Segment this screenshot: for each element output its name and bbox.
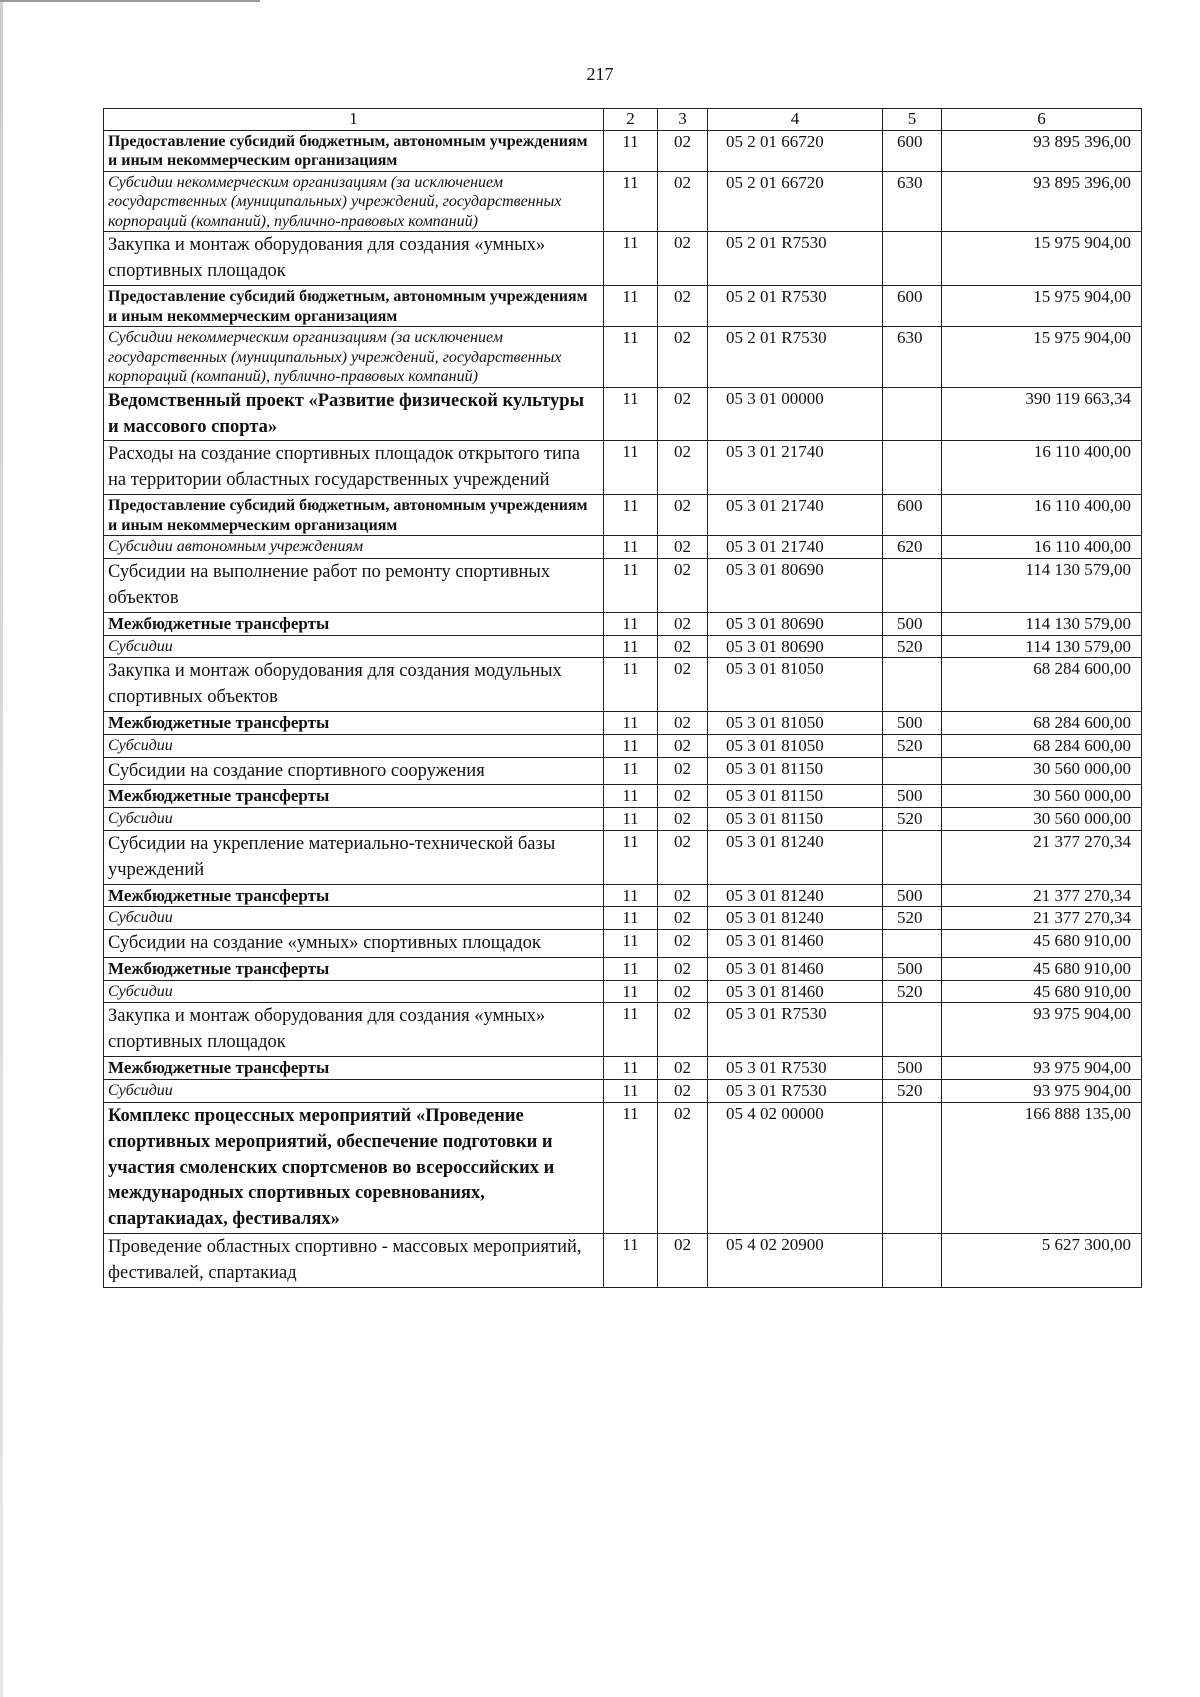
cell-target-article: 05 3 01 21740 [708, 536, 883, 559]
cell-target-article: 05 3 01 81460 [708, 980, 883, 1003]
cell-name: Субсидии некоммерческим организациям (за исключением государственных (муниципальных) учреждений, государственных корпораций (компаний), публично-правовых компаний) [104, 327, 604, 388]
table-row [104, 785, 1142, 808]
cell-subsection: 02 [658, 830, 708, 884]
cell-subsection: 02 [658, 958, 708, 981]
cell-subsection: 02 [658, 171, 708, 232]
cell-name: Субсидии автономным учреждениям [104, 536, 604, 559]
cell-target-article: 05 4 02 00000 [708, 1102, 883, 1233]
header-col-4: 4 [708, 109, 883, 131]
cell-amount: 16 110 400,00 [942, 536, 1142, 559]
cell-amount: 93 895 396,00 [942, 130, 1142, 171]
cell-section: 11 [604, 130, 658, 171]
cell-section: 11 [604, 1079, 658, 1102]
table-row [104, 536, 1142, 559]
cell-expense-type: 500 [883, 884, 942, 907]
cell-target-article: 05 3 01 81050 [708, 734, 883, 757]
cell-target-article: 05 3 01 00000 [708, 387, 883, 441]
cell-name: Субсидии [104, 635, 604, 658]
cell-subsection: 02 [658, 635, 708, 658]
cell-amount: 68 284 600,00 [942, 734, 1142, 757]
scan-edge-top [0, 0, 260, 2]
cell-target-article: 05 3 01 80690 [708, 612, 883, 635]
cell-target-article: 05 4 02 20900 [708, 1234, 883, 1288]
cell-target-article: 05 3 01 81150 [708, 808, 883, 831]
cell-section: 11 [604, 907, 658, 930]
cell-subsection: 02 [658, 232, 708, 286]
cell-expense-type: 630 [883, 171, 942, 232]
cell-expense-type: 520 [883, 734, 942, 757]
cell-section: 11 [604, 536, 658, 559]
cell-target-article: 05 3 01 21740 [708, 495, 883, 536]
cell-section: 11 [604, 1003, 658, 1057]
cell-subsection: 02 [658, 387, 708, 441]
cell-name: Межбюджетные трансферты [104, 785, 604, 808]
cell-subsection: 02 [658, 757, 708, 785]
table-row [104, 930, 1142, 958]
cell-name: Предоставление субсидий бюджетным, автономным учреждениям и иным некоммерческим организациям [104, 130, 604, 171]
cell-expense-type: 520 [883, 635, 942, 658]
cell-amount: 390 119 663,34 [942, 387, 1142, 441]
cell-section: 11 [604, 757, 658, 785]
cell-target-article: 05 3 01 81050 [708, 658, 883, 712]
table-row [104, 658, 1142, 712]
cell-target-article: 05 2 01 66720 [708, 171, 883, 232]
cell-expense-type [883, 441, 942, 495]
cell-subsection: 02 [658, 1057, 708, 1080]
cell-expense-type: 520 [883, 808, 942, 831]
cell-name: Субсидии на укрепление материально-технической базы учреждений [104, 830, 604, 884]
cell-expense-type: 520 [883, 1079, 942, 1102]
header-col-2: 2 [604, 109, 658, 131]
cell-subsection: 02 [658, 785, 708, 808]
cell-expense-type [883, 757, 942, 785]
cell-target-article: 05 3 01 21740 [708, 441, 883, 495]
cell-amount: 114 130 579,00 [942, 559, 1142, 613]
cell-name: Расходы на создание спортивных площадок открытого типа на территории областных государственных учреждений [104, 441, 604, 495]
cell-name: Межбюджетные трансферты [104, 1057, 604, 1080]
table-row [104, 130, 1142, 171]
cell-section: 11 [604, 635, 658, 658]
cell-section: 11 [604, 286, 658, 327]
cell-amount: 30 560 000,00 [942, 757, 1142, 785]
cell-section: 11 [604, 712, 658, 735]
cell-subsection: 02 [658, 1079, 708, 1102]
cell-amount: 68 284 600,00 [942, 658, 1142, 712]
cell-expense-type: 600 [883, 286, 942, 327]
cell-subsection: 02 [658, 712, 708, 735]
cell-section: 11 [604, 785, 658, 808]
cell-amount: 93 975 904,00 [942, 1003, 1142, 1057]
cell-expense-type: 500 [883, 712, 942, 735]
table-row [104, 635, 1142, 658]
cell-target-article: 05 3 01 80690 [708, 635, 883, 658]
cell-section: 11 [604, 734, 658, 757]
cell-name: Предоставление субсидий бюджетным, автономным учреждениям и иным некоммерческим организациям [104, 286, 604, 327]
cell-name: Субсидии [104, 734, 604, 757]
cell-amount: 15 975 904,00 [942, 286, 1142, 327]
cell-amount: 16 110 400,00 [942, 495, 1142, 536]
table-row [104, 1079, 1142, 1102]
cell-subsection: 02 [658, 658, 708, 712]
cell-amount: 30 560 000,00 [942, 808, 1142, 831]
header-col-6: 6 [942, 109, 1142, 131]
cell-target-article: 05 3 01 81460 [708, 930, 883, 958]
table-row [104, 559, 1142, 613]
cell-section: 11 [604, 495, 658, 536]
header-col-5: 5 [883, 109, 942, 131]
cell-target-article: 05 3 01 R7530 [708, 1057, 883, 1080]
cell-subsection: 02 [658, 808, 708, 831]
cell-amount: 21 377 270,34 [942, 907, 1142, 930]
cell-expense-type [883, 930, 942, 958]
cell-section: 11 [604, 232, 658, 286]
cell-expense-type: 500 [883, 612, 942, 635]
header-col-3: 3 [658, 109, 708, 131]
cell-name: Межбюджетные трансферты [104, 712, 604, 735]
table-row [104, 712, 1142, 735]
cell-section: 11 [604, 884, 658, 907]
table-row [104, 171, 1142, 232]
scan-edge-left [0, 0, 3, 1697]
cell-name: Субсидии [104, 980, 604, 1003]
cell-name: Субсидии [104, 907, 604, 930]
cell-section: 11 [604, 559, 658, 613]
cell-expense-type: 500 [883, 958, 942, 981]
cell-subsection: 02 [658, 884, 708, 907]
page-number: 217 [586, 64, 614, 84]
table-row [104, 1102, 1142, 1233]
cell-target-article: 05 2 01 R7530 [708, 232, 883, 286]
cell-subsection: 02 [658, 734, 708, 757]
cell-amount: 68 284 600,00 [942, 712, 1142, 735]
cell-expense-type [883, 658, 942, 712]
cell-expense-type: 600 [883, 495, 942, 536]
cell-subsection: 02 [658, 441, 708, 495]
cell-amount: 93 895 396,00 [942, 171, 1142, 232]
table-row [104, 1003, 1142, 1057]
table-row [104, 830, 1142, 884]
cell-amount: 93 975 904,00 [942, 1057, 1142, 1080]
cell-amount: 15 975 904,00 [942, 232, 1142, 286]
cell-target-article: 05 3 01 R7530 [708, 1003, 883, 1057]
cell-amount: 114 130 579,00 [942, 612, 1142, 635]
cell-amount: 30 560 000,00 [942, 785, 1142, 808]
cell-expense-type: 620 [883, 536, 942, 559]
cell-section: 11 [604, 1234, 658, 1288]
cell-target-article: 05 3 01 81240 [708, 884, 883, 907]
cell-section: 11 [604, 958, 658, 981]
cell-amount: 16 110 400,00 [942, 441, 1142, 495]
cell-subsection: 02 [658, 612, 708, 635]
table-row [104, 884, 1142, 907]
cell-amount: 5 627 300,00 [942, 1234, 1142, 1288]
table-row [104, 1234, 1142, 1288]
cell-target-article: 05 2 01 R7530 [708, 286, 883, 327]
cell-section: 11 [604, 930, 658, 958]
cell-name: Субсидии [104, 808, 604, 831]
cell-section: 11 [604, 171, 658, 232]
cell-subsection: 02 [658, 1102, 708, 1233]
cell-subsection: 02 [658, 286, 708, 327]
cell-target-article: 05 3 01 80690 [708, 559, 883, 613]
cell-section: 11 [604, 1057, 658, 1080]
cell-name: Проведение областных спортивно - массовых мероприятий, фестивалей, спартакиад [104, 1234, 604, 1288]
cell-name: Субсидии [104, 1079, 604, 1102]
cell-subsection: 02 [658, 1234, 708, 1288]
cell-amount: 166 888 135,00 [942, 1102, 1142, 1233]
cell-target-article: 05 3 01 R7530 [708, 1079, 883, 1102]
cell-subsection: 02 [658, 559, 708, 613]
table-row [104, 441, 1142, 495]
cell-expense-type [883, 387, 942, 441]
cell-amount: 45 680 910,00 [942, 958, 1142, 981]
cell-name: Межбюджетные трансферты [104, 884, 604, 907]
cell-name: Комплекс процессных мероприятий «Проведение спортивных мероприятий, обеспечение подготовки и участия смоленских спортсменов во всероссийских и международных спортивных соревнованиях, спартакиадах, фестивалях» [104, 1102, 604, 1233]
cell-name: Закупка и монтаж оборудования для создания модульных спортивных объектов [104, 658, 604, 712]
table-row [104, 980, 1142, 1003]
table-row [104, 734, 1142, 757]
cell-target-article: 05 3 01 81150 [708, 757, 883, 785]
table-row [104, 327, 1142, 388]
cell-subsection: 02 [658, 930, 708, 958]
cell-name: Межбюджетные трансферты [104, 958, 604, 981]
cell-subsection: 02 [658, 130, 708, 171]
cell-expense-type [883, 1234, 942, 1288]
cell-section: 11 [604, 1102, 658, 1233]
cell-name: Субсидии на создание «умных» спортивных площадок [104, 930, 604, 958]
cell-name: Субсидии на создание спортивного сооружения [104, 757, 604, 785]
cell-target-article: 05 2 01 66720 [708, 130, 883, 171]
cell-subsection: 02 [658, 327, 708, 388]
table-row [104, 958, 1142, 981]
budget-table [103, 108, 1142, 1288]
cell-amount: 45 680 910,00 [942, 930, 1142, 958]
cell-expense-type: 600 [883, 130, 942, 171]
cell-expense-type: 520 [883, 980, 942, 1003]
cell-section: 11 [604, 327, 658, 388]
cell-target-article: 05 3 01 81150 [708, 785, 883, 808]
table-row [104, 907, 1142, 930]
cell-amount: 114 130 579,00 [942, 635, 1142, 658]
cell-section: 11 [604, 830, 658, 884]
cell-name: Межбюджетные трансферты [104, 612, 604, 635]
cell-expense-type [883, 1102, 942, 1233]
cell-name: Предоставление субсидий бюджетным, автономным учреждениям и иным некоммерческим организациям [104, 495, 604, 536]
cell-expense-type: 500 [883, 1057, 942, 1080]
cell-name: Закупка и монтаж оборудования для создания «умных» спортивных площадок [104, 232, 604, 286]
cell-subsection: 02 [658, 495, 708, 536]
table-body [104, 130, 1142, 1287]
cell-subsection: 02 [658, 536, 708, 559]
cell-amount: 93 975 904,00 [942, 1079, 1142, 1102]
header-row [104, 109, 1142, 131]
cell-expense-type [883, 559, 942, 613]
cell-expense-type [883, 232, 942, 286]
cell-section: 11 [604, 612, 658, 635]
cell-amount: 21 377 270,34 [942, 830, 1142, 884]
cell-section: 11 [604, 658, 658, 712]
table-row [104, 286, 1142, 327]
table-row [104, 1057, 1142, 1080]
cell-expense-type: 630 [883, 327, 942, 388]
table-row [104, 612, 1142, 635]
cell-target-article: 05 3 01 81460 [708, 958, 883, 981]
table-row [104, 232, 1142, 286]
cell-expense-type: 500 [883, 785, 942, 808]
table-row [104, 757, 1142, 785]
table-row [104, 495, 1142, 536]
cell-section: 11 [604, 387, 658, 441]
table-row [104, 808, 1142, 831]
cell-target-article: 05 3 01 81240 [708, 907, 883, 930]
cell-name: Ведомственный проект «Развитие физической культуры и массового спорта» [104, 387, 604, 441]
cell-expense-type [883, 1003, 942, 1057]
cell-section: 11 [604, 980, 658, 1003]
cell-subsection: 02 [658, 1003, 708, 1057]
cell-expense-type: 520 [883, 907, 942, 930]
cell-target-article: 05 2 01 R7530 [708, 327, 883, 388]
cell-subsection: 02 [658, 980, 708, 1003]
cell-amount: 21 377 270,34 [942, 884, 1142, 907]
cell-target-article: 05 3 01 81050 [708, 712, 883, 735]
cell-target-article: 05 3 01 81240 [708, 830, 883, 884]
cell-amount: 45 680 910,00 [942, 980, 1142, 1003]
header-col-1: 1 [104, 109, 604, 131]
cell-amount: 15 975 904,00 [942, 327, 1142, 388]
table-row [104, 387, 1142, 441]
cell-subsection: 02 [658, 907, 708, 930]
cell-name: Закупка и монтаж оборудования для создания «умных» спортивных площадок [104, 1003, 604, 1057]
cell-section: 11 [604, 808, 658, 831]
cell-name: Субсидии на выполнение работ по ремонту спортивных объектов [104, 559, 604, 613]
cell-expense-type [883, 830, 942, 884]
cell-name: Субсидии некоммерческим организациям (за исключением государственных (муниципальных) учреждений, государственных корпораций (компаний), публично-правовых компаний) [104, 171, 604, 232]
cell-section: 11 [604, 441, 658, 495]
